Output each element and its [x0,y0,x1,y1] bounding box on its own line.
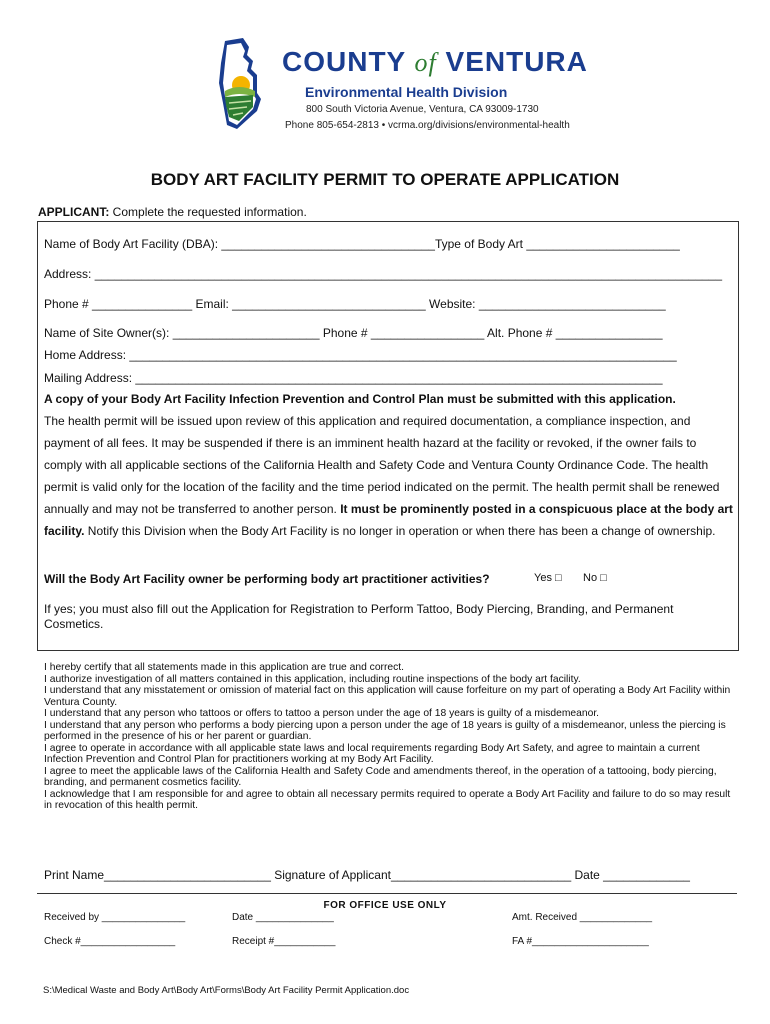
home-address-field[interactable]: Home Address: __________________________________________________________________________________ [44,348,677,362]
certification-item: I agree to operate in accordance with all applicable state laws and local requirements regarding Body Art Safety, and agree to maintain a current Infection Prevention and Control Plan for practitioners working at my Body Art Facility. [44,742,700,765]
check-number-field[interactable]: Check #_________________ [44,936,176,947]
fa-number-field[interactable]: FA #_____________________ [512,936,649,947]
of-word: of [414,48,437,77]
certification-item: I hereby certify that all statements made in this application are true and correct. [44,662,404,673]
facility-name-field[interactable]: Name of Body Art Facility (DBA): ________________________________Type of Body Art _______________________ [44,237,680,251]
permit-terms-text: The health permit will be issued upon review of this application and required documentation, a compliance inspection, and payment of all fees. It may be suspended if there is an imminent health hazard at the facility or revoked, if the owner fails to comply with all applicable sections of the California Health and Safety Code and Ventura County Ordinance Code. The health permit is valid only for the location of the facility and the time period indicated on the permit. The health permit shall be renewed annually and may not be transferred to another person. [44,414,720,516]
certification-item: I acknowledge that I am responsible for and agree to obtain all necessary permits required to operate a Body Art Facility and failure to do so may result in revocation of this health permit. [44,788,731,811]
county-word: COUNTY [282,46,406,77]
receipt-number-field[interactable]: Receipt #___________ [232,936,336,947]
notify-division-text: Notify this Division when the Body Art Facility is no longer in operation or when there has been a change of ownership. [84,524,716,538]
office-use-title: FOR OFFICE USE ONLY [323,900,447,911]
certification-item: I understand that any person who tattoos or offers to tattoo a person under the age of 18 years is guilty of a misdemeanor. [44,708,600,719]
phone-email-website-field[interactable]: Phone # _______________ Email: _____________________________ Website: ____________________________ [44,297,666,311]
if-yes-note: If yes; you must also fill out the Application for Registration to Perform Tattoo, Body Piercing, Branding, and Permanent Cosmetics. [44,602,674,631]
certification-item: I authorize investigation of all matters contained in this application, including routine inspections of the body art facility. [44,673,581,685]
division-address: 800 South Victoria Avenue, Ventura, CA 93009-1730 [306,104,539,115]
page-title: BODY ART FACILITY PERMIT TO OPERATE APPLICATION [150,170,620,189]
address-field[interactable]: Address: ______________________________________________________________________________________________ [44,267,723,281]
division-phone: Phone 805-654-2813 • vcrma.org/divisions/environmental-health [285,120,570,131]
certification-list [44,662,734,812]
certification-item: I understand that any misstatement or omission of material fact on this application will cause forfeiture on my part of operating a Body Art Facility within Ventura County. [44,685,731,708]
applicant-heading [38,205,307,219]
posting-requirement: It must be prominently posted in a conspicuous place at the body art facility. [44,502,733,538]
mailing-address-field[interactable]: Mailing Address: _______________________________________________________________________________ [44,371,663,385]
certification-item: I understand that any person who performs a body piercing upon a person under the age of 18 years is guilty of a misdemeanor, unless the piercing is performed in the presence of his or her parent or guardian. [44,719,726,742]
certification-item: I agree to meet the applicable laws of the California Health and Safety Code and amendments thereof, in the operation of a tattooing, body piercing, branding, and permanent cosmetics facility. [44,765,717,788]
infection-plan-notice: A copy of your Body Art Facility Infection Prevention and Control Plan must be submitted with this application. [44,392,676,406]
no-checkbox[interactable]: No □ [583,572,607,584]
amt-received-field[interactable]: Amt. Received _____________ [512,912,653,923]
received-by-field[interactable]: Received by _______________ [44,912,186,923]
yes-checkbox[interactable]: Yes □ [534,572,562,584]
office-date-field[interactable]: Date ______________ [232,912,334,923]
site-owner-field[interactable]: Name of Site Owner(s): ______________________ Phone # _________________ Alt. Phone # ________________ [44,326,663,340]
ventura-word: VENTURA [445,46,588,77]
division-name: Environmental Health Division [305,84,508,100]
permit-terms-paragraph [44,410,734,542]
practitioner-question: Will the Body Art Facility owner be performing body art practitioner activities? [44,572,490,586]
applicant-label: APPLICANT: [38,205,110,219]
county-title [282,47,588,78]
file-path-footer: S:\Medical Waste and Body Art\Body Art\Forms\Body Art Facility Permit Application.doc [43,985,410,996]
applicant-instruction: Complete the requested information. [109,205,307,219]
signature-line[interactable]: Print Name_________________________ Signature of Applicant___________________________ Date _____________ [44,868,690,882]
